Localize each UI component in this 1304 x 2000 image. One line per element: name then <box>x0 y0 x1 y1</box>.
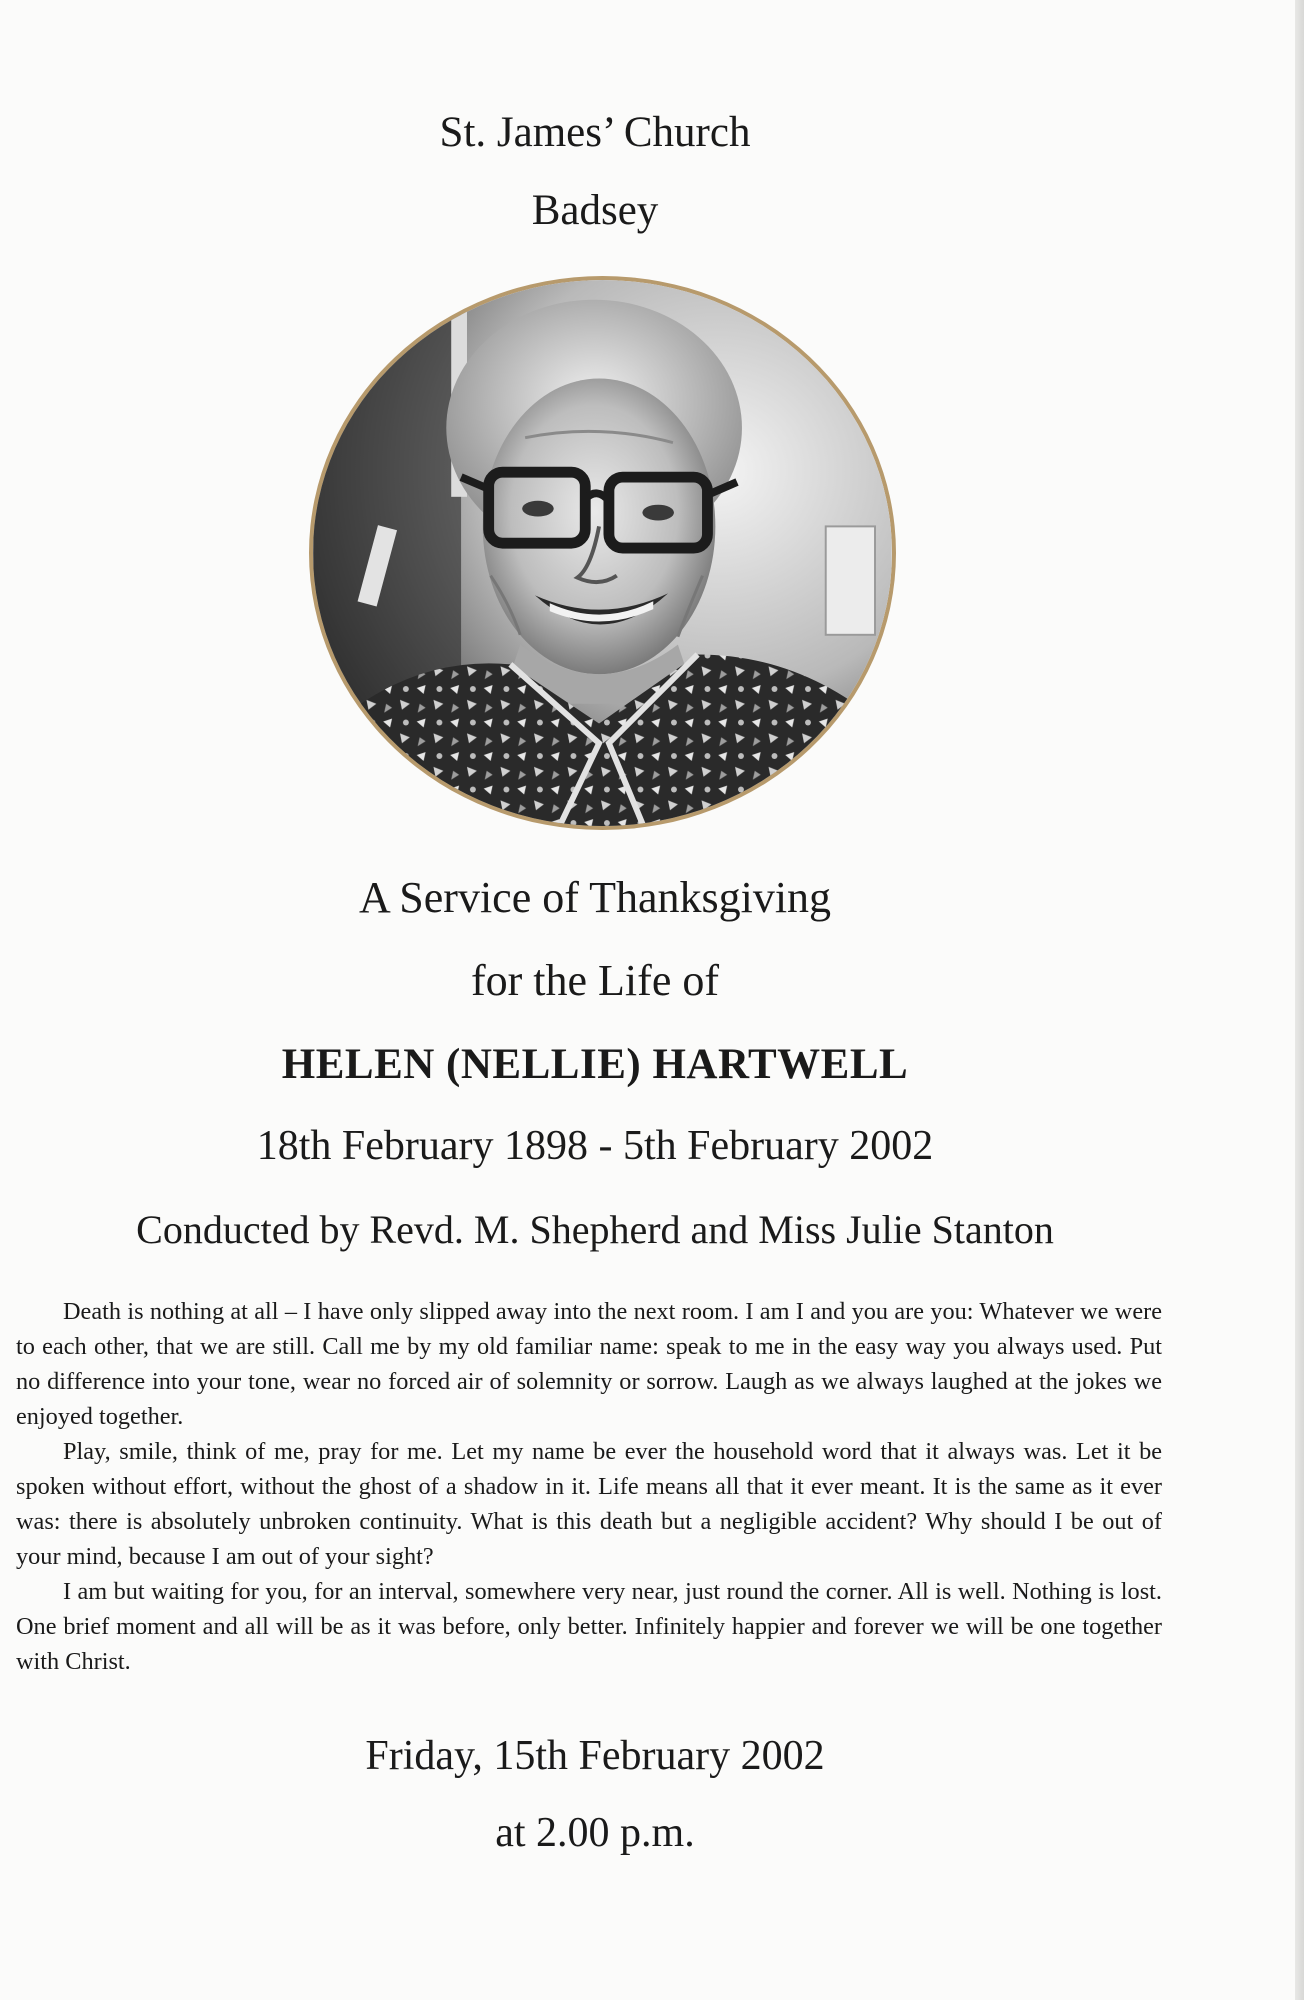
portrait-illustration <box>313 280 892 826</box>
deceased-name: HELEN (NELLIE) HARTWELL <box>281 1041 909 1088</box>
page-edge-shadow <box>1295 0 1304 2000</box>
officiants: Conducted by Revd. M. Shepherd and Miss Julie Stanton <box>136 1207 1054 1252</box>
church-name: St. James’ Church <box>439 109 751 156</box>
service-date: Friday, 15th February 2002 <box>365 1733 825 1779</box>
poem-paragraph: Play, smile, think of me, pray for me. Let my name be ever the household word that it always was. Let it be spoken without effort, without the ghost of a shadow in it. Life means all that it ever meant. It is the same as it ever was: there is absolutely unbroken continuity. What is this death but a negligible accident? Why should I be out of your mind, because I am out of your sight? <box>16 1438 1162 1570</box>
service-title: A Service of Thanksgiving <box>358 873 832 922</box>
poem-paragraph: I am but waiting for you, for an interval, somewhere very near, just round the corner. All is well. Nothing is lost. One brief moment and all will be as it was before, only better. Infinitely happier and forever we will be one together with Christ. <box>16 1578 1162 1675</box>
service-subtitle: for the Life of <box>471 956 719 1005</box>
service-time: at 2.00 p.m. <box>495 1810 695 1856</box>
poem-paragraph: Death is nothing at all – I have only slipped away into the next room. I am I and you are you: Whatever we were to each other, that we are still. Call me by my old familiar name: speak to me in the easy way you always used. Put no difference into your tone, wear no forced air of solemnity or sorrow. Laugh as we always laughed at the jokes we enjoyed together. <box>16 1298 1162 1430</box>
life-dates: 18th February 1898 - 5th February 2002 <box>256 1123 934 1169</box>
portrait-photo <box>309 276 896 830</box>
poem-text <box>16 1294 1162 1679</box>
church-location: Badsey <box>531 187 659 234</box>
